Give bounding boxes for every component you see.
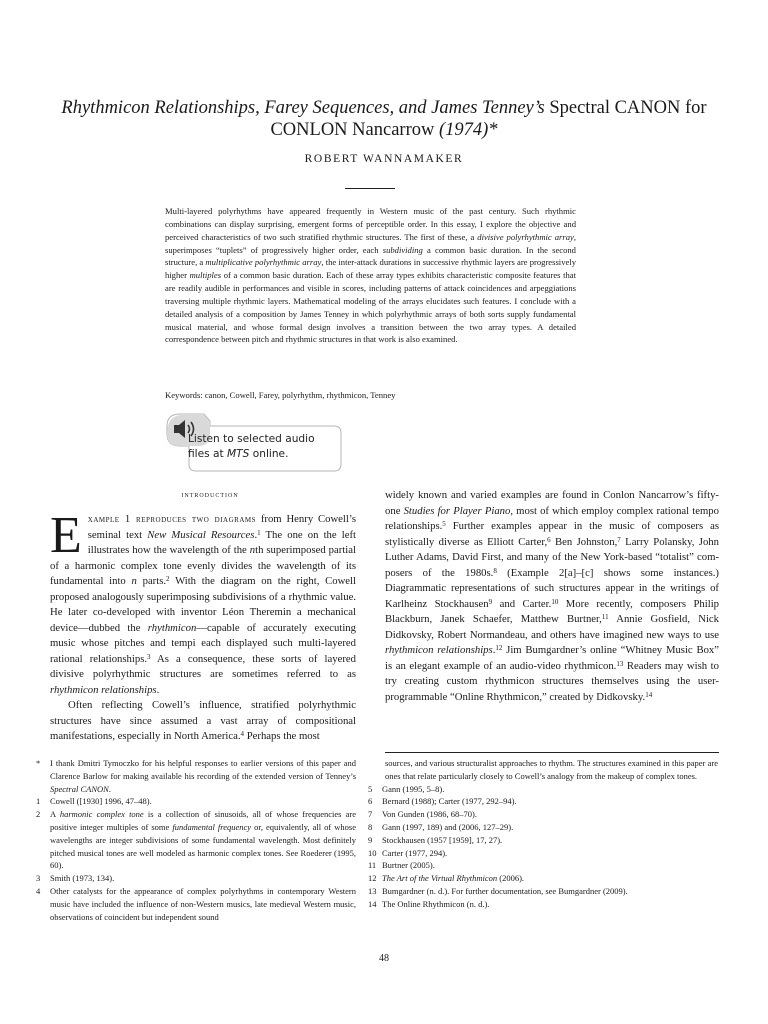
drop-cap: E bbox=[50, 507, 82, 564]
body-text: parts. bbox=[136, 575, 167, 587]
footnote-number: 14 bbox=[368, 898, 377, 909]
footnote bbox=[368, 859, 718, 872]
body-text: . bbox=[492, 644, 496, 656]
body-text: As a consequence, these sorts of layered divisive polyrhythmic structures are sometimes referred to as bbox=[50, 652, 356, 680]
body-text: and Carter. bbox=[492, 597, 552, 610]
footnote-ref[interactable]: 7 bbox=[617, 535, 621, 544]
title-line1-italic: Rhythmicon Relationships, Farey Sequences, and James Tenney’s bbox=[61, 98, 545, 118]
footnote bbox=[368, 808, 718, 821]
body-text: , most of which employ complex rational tempo relationships. bbox=[385, 504, 719, 532]
body-text: widely known and varied examples are found in Conlon Nancarrow’s fifty-one bbox=[385, 489, 719, 517]
paragraph bbox=[385, 488, 719, 705]
footnote-ref[interactable]: 1 bbox=[257, 528, 261, 537]
term: rhythmicon relationships bbox=[50, 683, 157, 696]
audio-callout-line1: Listen to selected audio bbox=[188, 433, 315, 445]
footnote bbox=[368, 898, 718, 911]
body-text: from Henry Cowell’s seminal text bbox=[87, 513, 356, 541]
footnote-number: 5 bbox=[368, 783, 373, 794]
footnote bbox=[368, 834, 718, 847]
footnote-ref[interactable]: 4 bbox=[240, 730, 245, 738]
footnote-number: 6 bbox=[368, 796, 373, 807]
footnote-text-part: is a collection of sinusoids, all of whose frequencies are positive integer multiples of some bbox=[50, 809, 357, 832]
audio-callout-journal: MTS bbox=[227, 448, 250, 460]
footnote-text: Smith (1973, 134). bbox=[50, 873, 115, 884]
footnote-text-part: (2006). bbox=[497, 873, 525, 884]
footnote bbox=[368, 783, 718, 796]
footnote-ref[interactable]: 5 bbox=[442, 520, 446, 528]
footnote bbox=[36, 872, 356, 885]
footnote bbox=[368, 821, 718, 834]
footnote bbox=[36, 885, 356, 923]
body-text: Ben Johnston, bbox=[550, 535, 618, 548]
abstract-text: a common basic duration. In the second structure, a bbox=[165, 244, 576, 268]
footnote bbox=[368, 795, 718, 808]
body-text: Perhaps the most bbox=[244, 730, 320, 742]
footnote-text bbox=[50, 808, 356, 872]
footnote-number: 10 bbox=[368, 847, 377, 858]
paragraph: Example 1 reproduces two diagrams from Henry Cowell’s seminal text New Musical Resources.$^1$ The one on the left illustrates how the wavelength of the nth superimposed partial of a harmonic complex tone evenly divides the wavelength of its fundamental into n parts.$^2$ With the diagram on the right, Cowell proposed analogously superimposing subdivisions of a rhythmic value. He later co-developed with inventor Léon Theremin a mechanical device—dubbed the rhythmicon—capable of accurately executing music whose pitches and tempi each displayed such multi-layered rational relationships.$^3$ As a consequence, these sorts of layered divisive polyrhythmic structures are sometimes referred to as rhythmicon relationships. bbox=[50, 507, 356, 696]
body-column-left bbox=[50, 507, 356, 745]
footnote-emphasis: harmonic complex tone bbox=[59, 809, 144, 820]
footnote-number: 8 bbox=[368, 821, 373, 832]
footnote-continuation: sources, and various structuralist approaches to rhythm. The structures examined in this paper are ones that relate particularly closely to Cowell’s analogy from the makeup of complex tones. bbox=[385, 758, 718, 781]
footnote-number: 7 bbox=[368, 809, 373, 820]
body-text: Larry Polansky, John Luther Adams, David First, and many of the New York-based “totalist” composers of the 1980s. bbox=[385, 535, 719, 579]
body-text: Further examples appear in the music of composers as stylistically diverse as Elliott Carter, bbox=[385, 520, 719, 548]
title-divider bbox=[345, 188, 395, 189]
body-column-right bbox=[385, 488, 719, 705]
paragraph bbox=[50, 698, 356, 745]
footnote-number: 13 bbox=[368, 885, 377, 896]
footnote-number: 1 bbox=[36, 796, 41, 807]
abstract bbox=[165, 205, 576, 346]
variable: n bbox=[249, 544, 256, 556]
footnote-divider bbox=[385, 752, 719, 753]
footnote-ref[interactable]: 9 bbox=[488, 597, 493, 606]
footnote-text: Cowell ([1930] 1996, 47–48). bbox=[50, 796, 152, 807]
footnote-text: Gann (1997, 189) and (2006, 127–29). bbox=[382, 821, 514, 832]
title-line2-italic: (1974)* bbox=[438, 120, 498, 140]
article-title bbox=[60, 97, 708, 141]
footnote bbox=[36, 795, 356, 808]
footnote-text: Carter (1977, 294). bbox=[382, 847, 448, 858]
footnotes-right bbox=[368, 757, 718, 911]
abstract-text: , superimposes “tuplets” of progressively higher order, each bbox=[165, 231, 576, 255]
body-text: (Example 2[a]–[c] shows some instances.) Diagrammatic representations of such structures appear in the writings of Karlheinz Stockhausen bbox=[385, 566, 719, 610]
footnote-text bbox=[50, 757, 356, 795]
footnote-ref[interactable]: 6 bbox=[547, 535, 551, 544]
title-line2-roman: CONLON Nancarrow bbox=[270, 120, 439, 140]
lead-in: xample 1 reproduces two diagrams bbox=[87, 513, 257, 525]
abstract-text: , the inter-attack durations in successive rhythmic layers are progressively higher bbox=[165, 257, 576, 281]
footnote-number: 4 bbox=[36, 885, 41, 896]
body-text: Jim Bumgardner’s online “Whitney Music Box” is an elegant example of an audio-video rhythmicon. bbox=[385, 644, 720, 672]
footnote-emphasis: Spectral CANON bbox=[50, 783, 109, 794]
footnote-text: Burtner (2005). bbox=[382, 860, 435, 871]
audio-callout-line2: files at bbox=[188, 448, 228, 460]
footnote-text: Other catalysts for the appearance of complex polyrhythms in contemporary Western music have included the influence of non-Western musics, late medieval Western music, observations of coincident but independent sound bbox=[50, 885, 356, 922]
audio-callout-link[interactable] bbox=[164, 412, 342, 471]
footnote-text-part: I thank Dmitri Tymoczko for his helpful responses to earlier versions of this paper and Clarence Barlow for making available his recording of the extended version of Tenney’s bbox=[50, 758, 356, 781]
footnote-text-part: or, equivalently, all of whose wavelengths are integer subdivisions of some fundamental wavelength. Most definitely pitched musical tones are well modeled as harmonic complex tones. See Roederer (1995, 60). bbox=[50, 821, 356, 871]
body-text: Often reflecting Cowell’s influence, stratified polyrhythmic structures have since assumed a vast array of compositional manifestations, especially in North America. bbox=[50, 699, 356, 742]
section-heading: introduction bbox=[181, 489, 239, 499]
audio-callout-line2-end: online. bbox=[249, 448, 289, 460]
footnote-text: Gann (1995, 5–8). bbox=[382, 783, 445, 794]
abstract-emphasis: divisive polyrhythmic array bbox=[477, 231, 574, 242]
keywords: Keywords: canon, Cowell, Farey, polyrhythm, rhythmicon, Tenney bbox=[165, 390, 396, 400]
footnote-number: * bbox=[36, 758, 41, 768]
footnote-text: The Online Rhythmicon (n. d.). bbox=[382, 898, 490, 909]
footnote-ref[interactable]: 12 bbox=[495, 644, 503, 652]
book-title: New Musical Resources bbox=[147, 528, 255, 541]
body-text: Readers may wish to try creating custom rhythmicon structures themselves using the user-programmable “Online Rhythmicon,” created by Didkovsky. bbox=[385, 659, 719, 703]
footnote-text-part: . bbox=[108, 783, 111, 794]
body-text: —capable of accurately executing music whose pitches and tempi each displayed such multi-layered rational relationships. bbox=[50, 621, 356, 665]
abstract-text: Multi-layered polyrhythms have appeared frequently in Western music of the past century. Such rhythmic combinations can display surprising, emergent forms of perceptible order. In this essay, I explore the objective and perceived characteristics of two such stratified rhythmic structures. The first of these, a bbox=[165, 206, 576, 242]
footnote-ref[interactable]: 11 bbox=[601, 613, 609, 621]
footnote-text bbox=[382, 872, 718, 885]
abstract-emphasis: multiples bbox=[189, 270, 222, 281]
footnote-text: Stockhausen (1957 [1959], 17, 27). bbox=[382, 834, 503, 845]
abstract-text: of a common basic duration. Each of these array types exhibits characteristic composite features that are readily audible in performances and visible in scores, including patterns of attack coincidences and arpeggiations traversing multiple rhythmic layers. Mathematical modeling of the arrays elucidates such features. I conclude with a detailed analysis of a composition by James Tenney in which polyrhythmic arrays of both sorts supply fundamental musical material, and whose formal design involves a transition between the two array types. A detailed correspondence between pitch and rhythmic structures in that work is also examined. bbox=[165, 270, 576, 345]
work-title: Studies for Player Piano bbox=[403, 504, 511, 517]
footnote-number: 11 bbox=[368, 860, 377, 871]
term: rhythmicon bbox=[147, 621, 197, 634]
footnote-number: 2 bbox=[36, 809, 41, 820]
footnote bbox=[36, 808, 356, 872]
page-number: 48 bbox=[379, 953, 389, 964]
variable: n bbox=[131, 575, 137, 587]
footnote bbox=[36, 757, 356, 795]
body-text: With the diagram on the right, Cowell proposed analogously superimposing subdivisions of a rhythmic value. He later co-developed with inventor Léon Theremin a mechanical device—dubbed the bbox=[50, 575, 356, 634]
body-text: The one on the left illustrates how the wavelength of the bbox=[87, 528, 356, 556]
footnote-text: Bernard (1988); Carter (1977, 292–94). bbox=[382, 796, 517, 807]
footnotes-left bbox=[36, 757, 356, 923]
footnote-ref[interactable]: 2 bbox=[166, 575, 170, 583]
footnote-text: Von Gunden (1986, 68–70). bbox=[382, 809, 477, 820]
abstract-emphasis: multiplicative polyrhythmic array bbox=[205, 257, 322, 268]
author-name: ROBERT WANNAMAKER bbox=[304, 153, 464, 165]
footnote-number: 9 bbox=[368, 834, 373, 845]
footnote bbox=[368, 872, 718, 885]
footnote-ref[interactable]: 3 bbox=[147, 652, 151, 661]
footnote bbox=[368, 885, 718, 898]
audio-callout-text bbox=[188, 432, 315, 462]
footnote-text: Bumgardner (n. d.). For further documentation, see Bumgardner (2009). bbox=[382, 885, 628, 896]
body-text: More recently, composers Philip Blackburn, Janek Schaefer, Matthew Burtner, bbox=[385, 597, 720, 625]
footnote-number: 12 bbox=[368, 873, 377, 884]
footnote-ref[interactable]: 10 bbox=[551, 597, 559, 606]
body-text: th superimposed partial of a harmonic complex tone evenly divides the wavelength of its fundamental into bbox=[50, 544, 356, 587]
body-text: . bbox=[156, 683, 160, 696]
term: rhythmicon relationships bbox=[385, 644, 493, 656]
title-line1-roman: Spectral CANON for bbox=[544, 98, 707, 118]
footnote-text-part: A bbox=[50, 809, 60, 820]
footnote-emphasis: The Art of the Virtual Rhythmicon bbox=[382, 873, 498, 884]
footnote-ref[interactable]: 14 bbox=[645, 690, 653, 699]
body-text: Annie Gosfield, Nick Didkovsky, Robert Normandeau, and others have imagined new ways to use bbox=[385, 613, 720, 641]
footnote-emphasis: fundamental frequency bbox=[172, 821, 252, 832]
footnote-ref[interactable]: 8 bbox=[493, 566, 497, 575]
footnote bbox=[368, 847, 718, 860]
footnote-ref[interactable]: 13 bbox=[616, 659, 624, 668]
abstract-emphasis: subdividing bbox=[382, 244, 423, 255]
footnote-number: 3 bbox=[36, 873, 41, 884]
